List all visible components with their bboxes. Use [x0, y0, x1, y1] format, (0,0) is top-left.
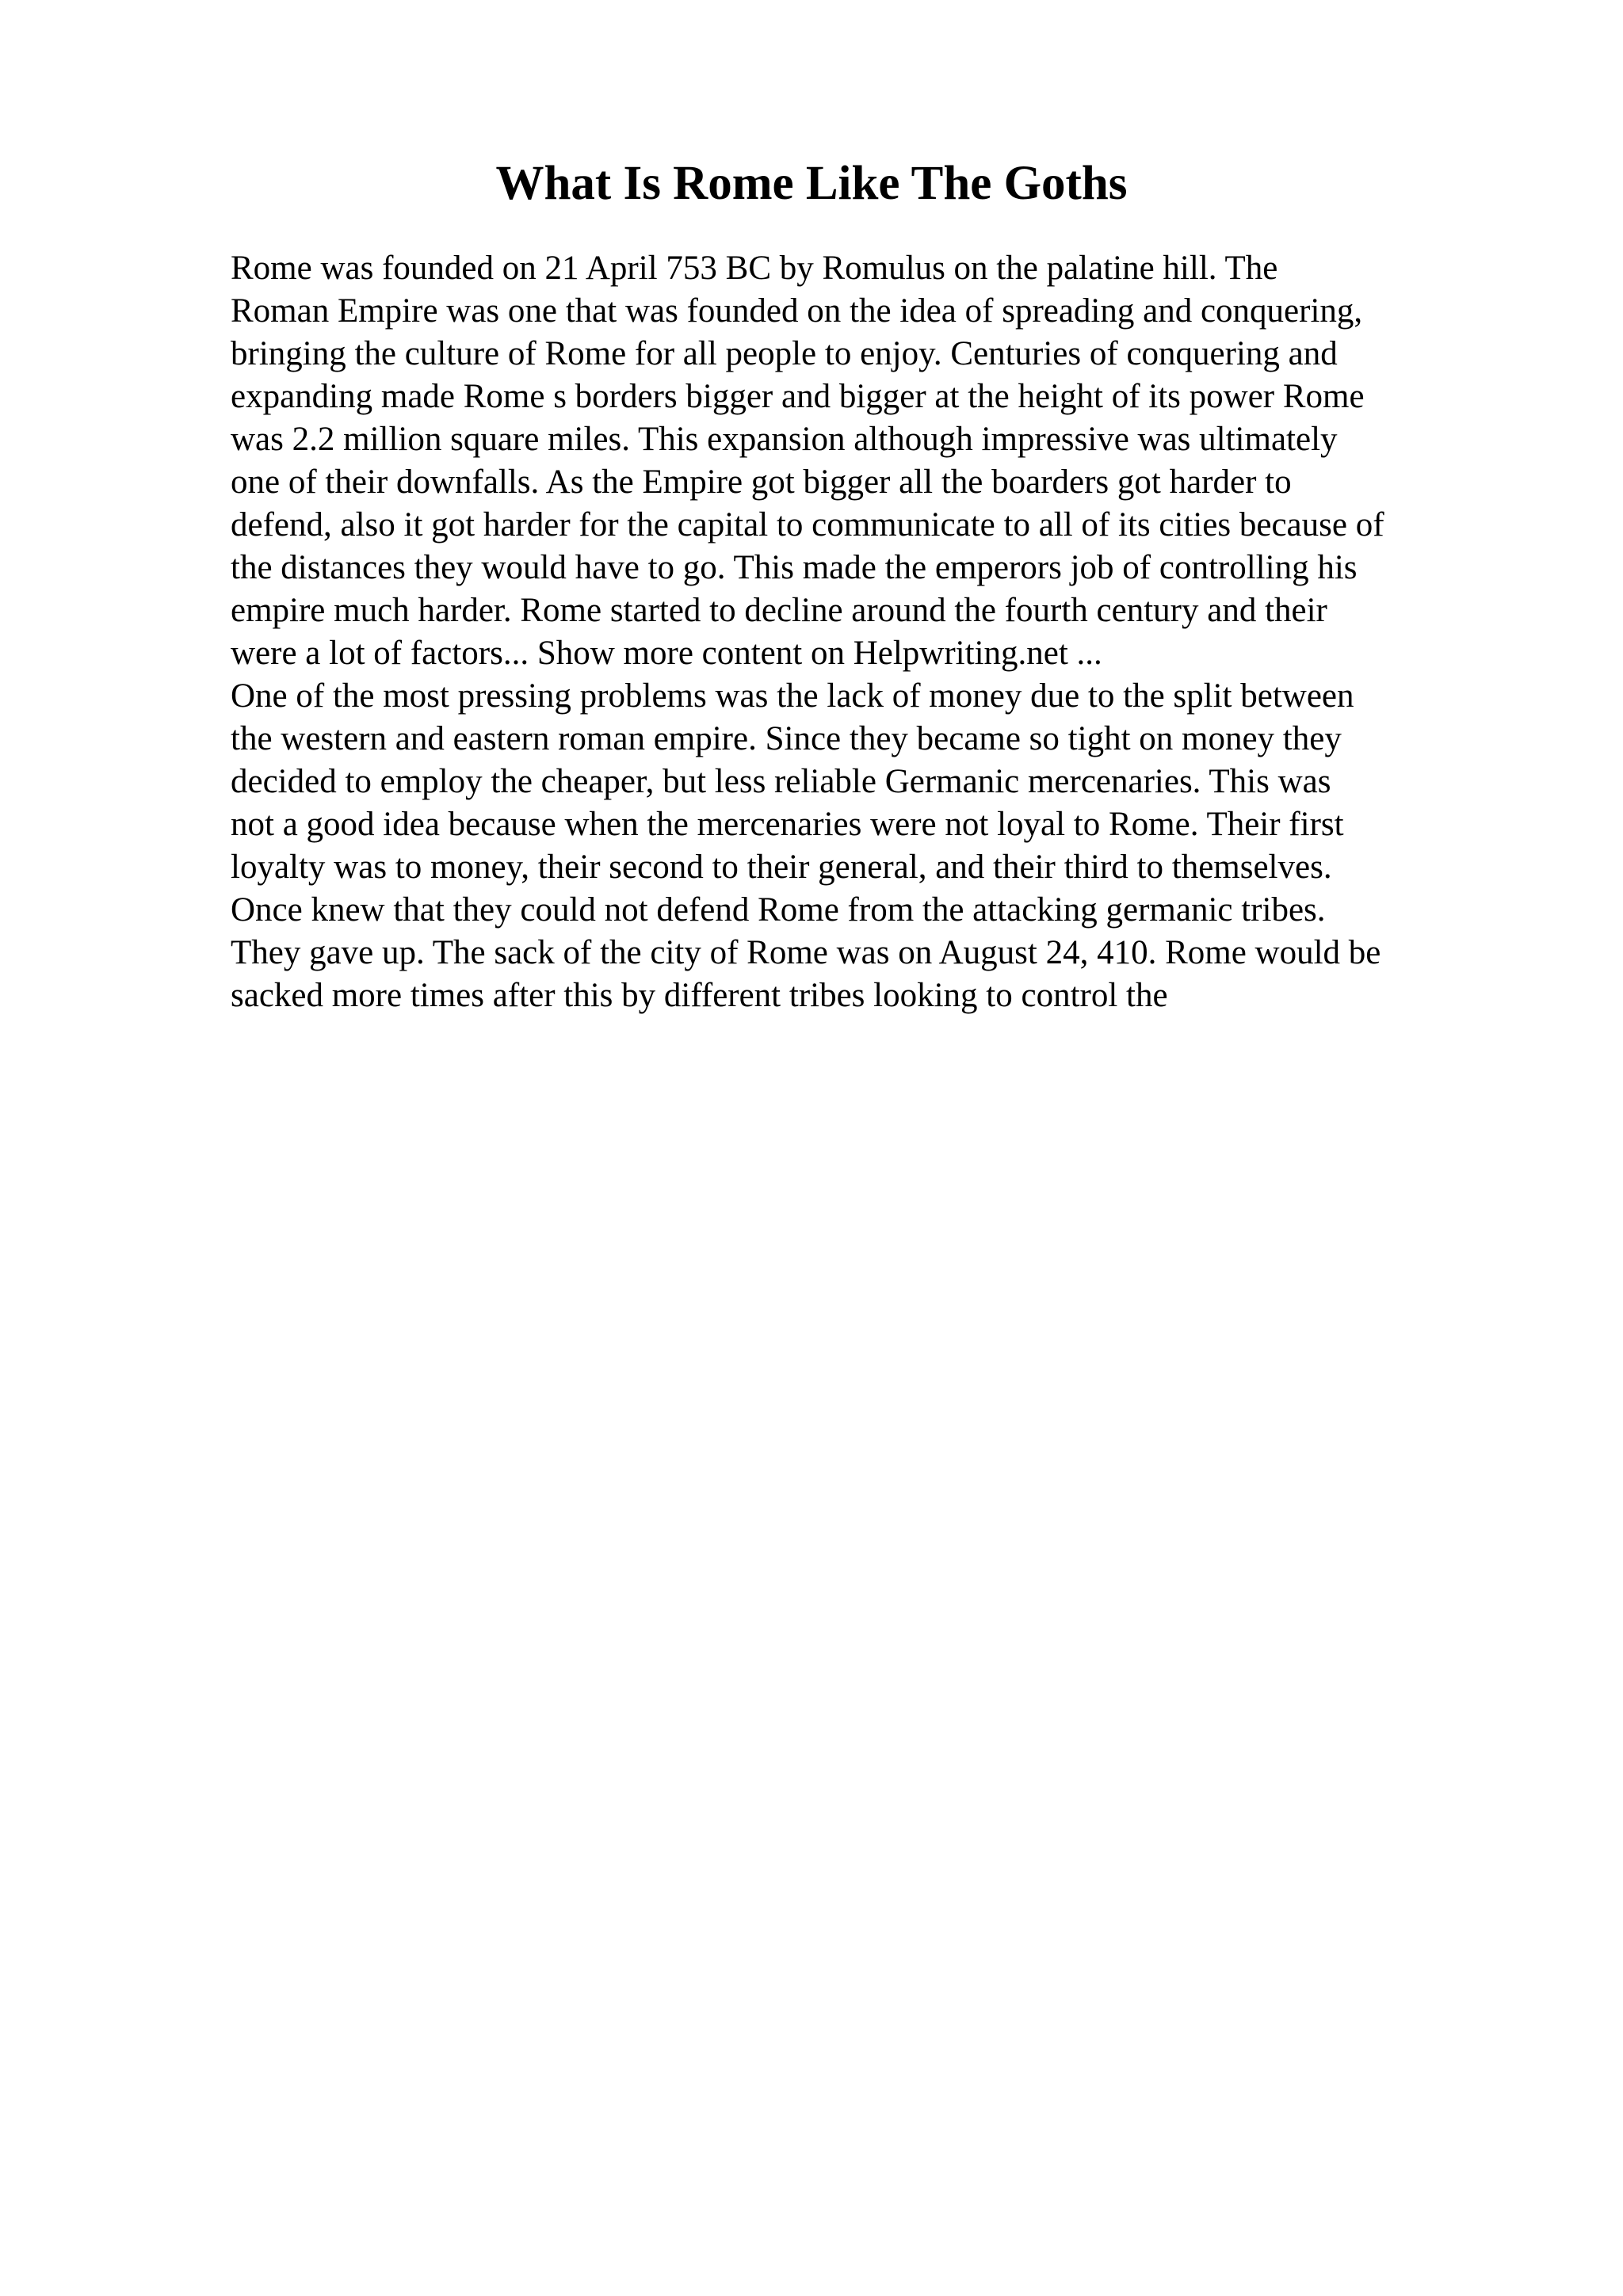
body-line: loyalty was to money, their second to their general, and their third to themselves.: [231, 849, 1332, 886]
body-line: They gave up. The sack of the city of Rome was on August 24, 410. Rome would be: [231, 934, 1381, 971]
body-line: One of the most pressing problems was the lack of money due to the split between: [231, 677, 1354, 715]
document-title: What Is Rome Like The Goths: [495, 157, 1128, 210]
body-line: bringing the culture of Rome for all people to enjoy. Centuries of conquering and: [231, 335, 1338, 372]
body-line: not a good idea because when the mercenaries were not loyal to Rome. Their first: [231, 806, 1344, 843]
body-line: one of their downfalls. As the Empire got bigger all the boarders got harder to: [231, 463, 1292, 501]
body-line: Once knew that they could not defend Rome from the attacking germanic tribes.: [231, 891, 1326, 929]
body-line: sacked more times after this by different tribes looking to control the: [231, 977, 1168, 1014]
body-line: Rome was founded on 21 April 753 BC by Romulus on the palatine hill. The: [231, 250, 1278, 287]
body-line: were a lot of factors... Show more content on Helpwriting.net ...: [231, 635, 1102, 672]
body-line: the distances they would have to go. This made the emperors job of controlling his: [231, 549, 1358, 586]
body-line: was 2.2 million square miles. This expansion although impressive was ultimately: [231, 421, 1338, 458]
body-line: the western and eastern roman empire. Since they became so tight on money they: [231, 720, 1342, 757]
body-line: empire much harder. Rome started to decline around the fourth century and their: [231, 592, 1327, 629]
body-line: Roman Empire was one that was founded on the idea of spreading and conquering,: [231, 292, 1363, 330]
body-line: decided to employ the cheaper, but less reliable Germanic mercenaries. This was: [231, 763, 1331, 800]
document-body: [231, 247, 1514, 1017]
body-line: expanding made Rome s borders bigger and bigger at the height of its power Rome: [231, 378, 1365, 415]
body-line: defend, also it got harder for the capital to communicate to all of its cities because of: [231, 506, 1384, 543]
